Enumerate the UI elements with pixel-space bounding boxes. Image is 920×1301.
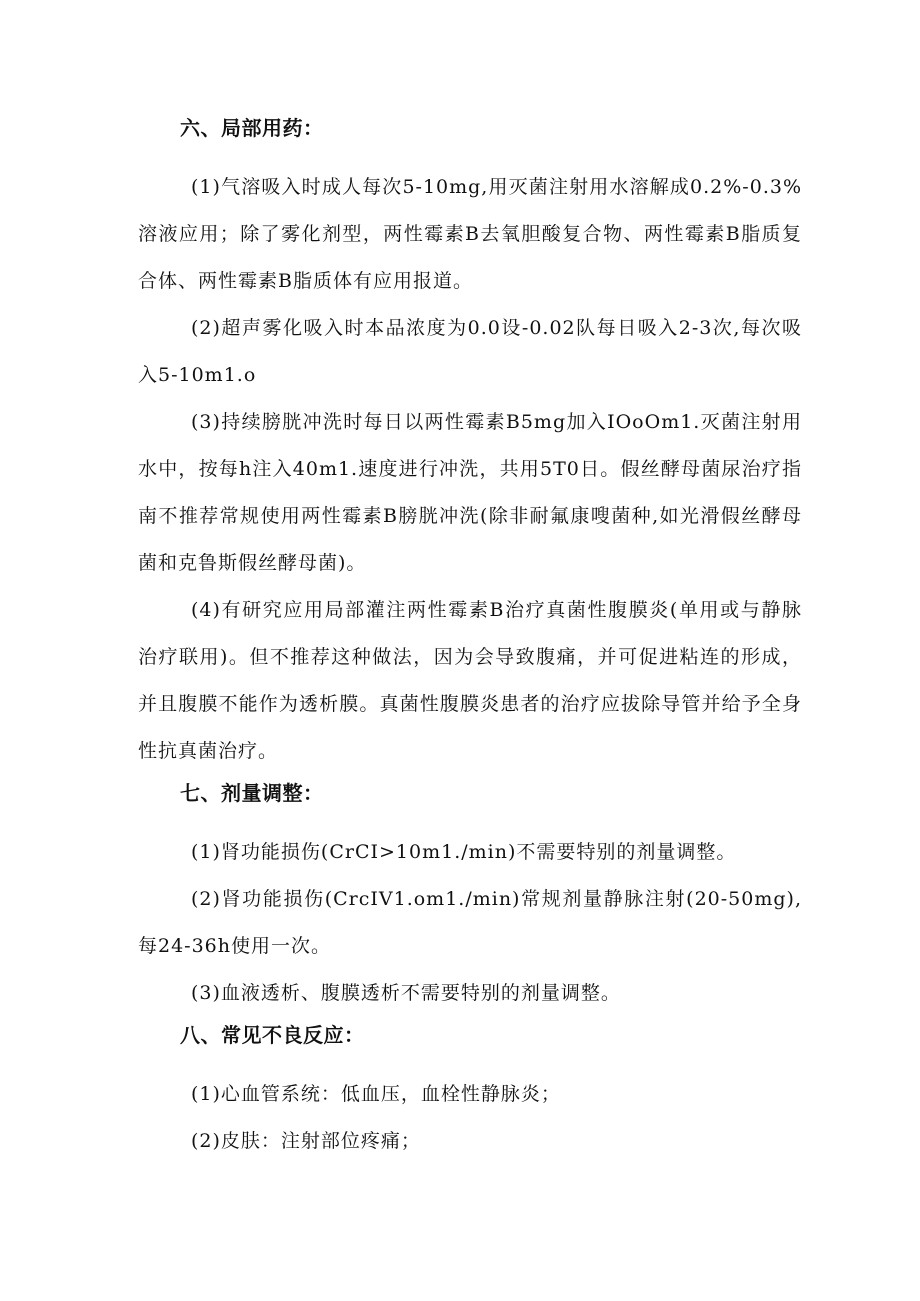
section-adverse-reactions: [138, 1023, 802, 1165]
paragraph: (2)超声雾化吸入时本品浓度为0.0设-0.02队每日吸入2-3次,每次吸入5-10m1.o: [138, 317, 802, 386]
paragraph: (1)心血管系统：低血压，血栓性静脉炎；: [191, 1083, 561, 1105]
paragraph: (2)肾功能损伤(CrcIV1.om1./min)常规剂量静脉注射(20-50mg),每24-36h使用一次。: [138, 888, 802, 957]
paragraph: (2)皮肤：注射部位疼痛；: [191, 1130, 421, 1152]
section-dose-adjustment: [138, 781, 802, 1017]
paragraph: (4)有研究应用局部灌注两性霉素B治疗真菌性腹膜炎(单用或与静脉治疗联用)。但不推荐这种做法，因为会导致腹痛，并可促进粘连的形成，并且腹膜不能作为透析膜。真菌性腹膜炎患者的治疗应拔除导管并给予全身性抗真菌治疗。: [138, 599, 802, 762]
paragraph: (1)肾功能损伤(CrCI>10m1./min)不需要特别的剂量调整。: [191, 841, 737, 863]
paragraph: (3)持续膀胱冲洗时每日以两性霉素B5mg加入IOoOm1.灭菌注射用水中，按每h注入40m1.速度进行冲洗，共用5T0日。假丝酵母菌尿治疗指南不推荐常规使用两性霉素B膀胱冲洗(除非耐氟康嗖菌种,如光滑假丝酵母菌和克鲁斯假丝酵母菌)。: [138, 411, 802, 574]
section-heading: 六、局部用药：: [180, 116, 324, 140]
paragraph: (3)血液透析、腹膜透析不需要特别的剂量调整。: [191, 982, 621, 1004]
section-heading: 七、剂量调整：: [180, 781, 324, 805]
paragraph: (1)气溶吸入时成人每次5-10mg,用灭菌注射用水溶解成0.2%-0.3%溶液应用；除了雾化剂型，两性霉素B去氧胆酸复合物、两性霉素B脂质复合体、两性霉素B脂质体有应用报道。: [138, 176, 802, 292]
section-heading: 八、常见不良反应：: [180, 1023, 365, 1047]
section-local-medication: [138, 116, 802, 775]
